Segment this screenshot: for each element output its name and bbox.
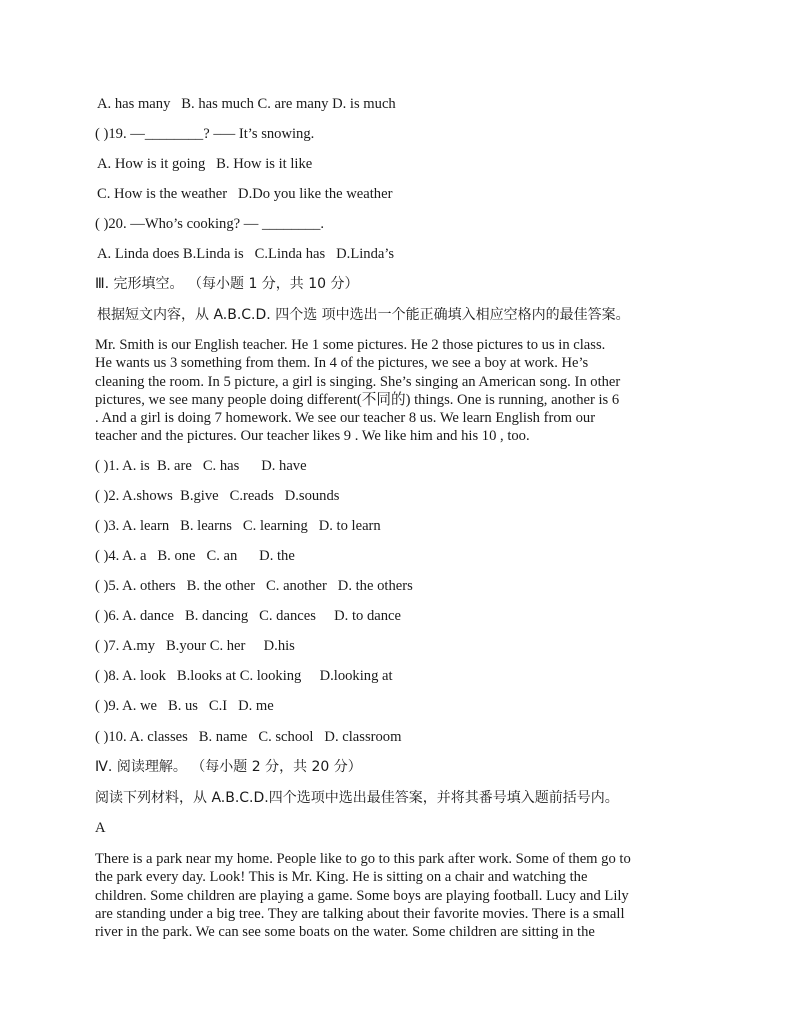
cloze-question-5: ( )5. A. others B. the other C. another D. the others — [95, 578, 413, 594]
passage-line: Mr. Smith is our English teacher. He 1 some pictures. He 2 those pictures to us in class. — [95, 337, 606, 353]
section-3-instruction: 根据短文内容，从 A.B.C.D. 四个选 项中选出一个能正确填入相应空格内的最佳答案。 — [97, 307, 630, 323]
passage-line: pictures, we see many people doing different(不同的) things. One is running, another is 6 — [95, 391, 620, 408]
passage-line: are standing under a big tree. They are talking about their favorite movies. There is a small — [95, 905, 625, 922]
reading-part-label: A — [95, 820, 106, 836]
q18-options: A. has many B. has much C. are many D. is much — [97, 96, 396, 112]
passage-line: . And a girl is doing 7 homework. We see our teacher 8 us. We learn English from our — [95, 410, 596, 427]
passage-line: He wants us 3 something from them. In 4 of the pictures, we see a boy at work. He’s — [95, 355, 589, 372]
passage-line: the park every day. Look! This is Mr. King. He is sitting on a chair and watching the — [95, 869, 588, 886]
q19-stem: ( )19. —________? –— It’s snowing. — [95, 126, 315, 142]
cloze-question-3: ( )3. A. learn B. learns C. learning D. to learn — [95, 518, 381, 534]
reading-passage-a — [95, 850, 707, 941]
cloze-question-8: ( )8. A. look B.looks at C. looking D.looking at — [95, 668, 393, 684]
cloze-question-7: ( )7. A.my B.your C. her D.his — [95, 638, 295, 654]
section-3-passage — [95, 336, 707, 446]
section-4-instruction: 阅读下列材料，从 A.B.C.D.四个选项中选出最佳答案，并将其番号填入题前括号内。 — [95, 790, 619, 806]
section-4-heading: Ⅳ. 阅读理解。 （每小题 2 分，共 20 分） — [95, 759, 362, 775]
cloze-question-9: ( )9. A. we B. us C.I D. me — [95, 698, 274, 714]
passage-line: river in the park. We can see some boats on the water. Some children are sitting in the — [95, 924, 595, 941]
cloze-question-2: ( )2. A.shows B.give C.reads D.sounds — [95, 488, 340, 504]
q20-stem: ( )20. —Who’s cooking? — ________. — [95, 216, 325, 232]
q20-options: A. Linda does B.Linda is C.Linda has D.Linda’s — [97, 246, 395, 262]
passage-line: cleaning the room. In 5 picture, a girl is singing. She’s singing an American song. In other — [95, 373, 621, 390]
section-3-heading: Ⅲ. 完形填空。 （每小题 1 分，共 10 分） — [95, 276, 359, 292]
cloze-question-6: ( )6. A. dance B. dancing C. dances D. to dance — [95, 608, 401, 624]
q19-options-line-1: A. How is it going B. How is it like — [97, 156, 313, 172]
passage-line: children. Some children are playing a game. Some boys are playing football. Lucy and Lily — [95, 887, 629, 904]
q19-options-line-2: C. How is the weather D.Do you like the weather — [97, 186, 393, 202]
passage-line: teacher and the pictures. Our teacher likes 9 . We like him and his 10 , too. — [95, 428, 530, 445]
cloze-question-1: ( )1. A. is B. are C. has D. have — [95, 458, 307, 474]
cloze-question-4: ( )4. A. a B. one C. an D. the — [95, 548, 295, 564]
cloze-question-10: ( )10. A. classes B. name C. school D. classroom — [95, 729, 402, 745]
passage-line: There is a park near my home. People like to go to this park after work. Some of them go to — [95, 851, 631, 867]
